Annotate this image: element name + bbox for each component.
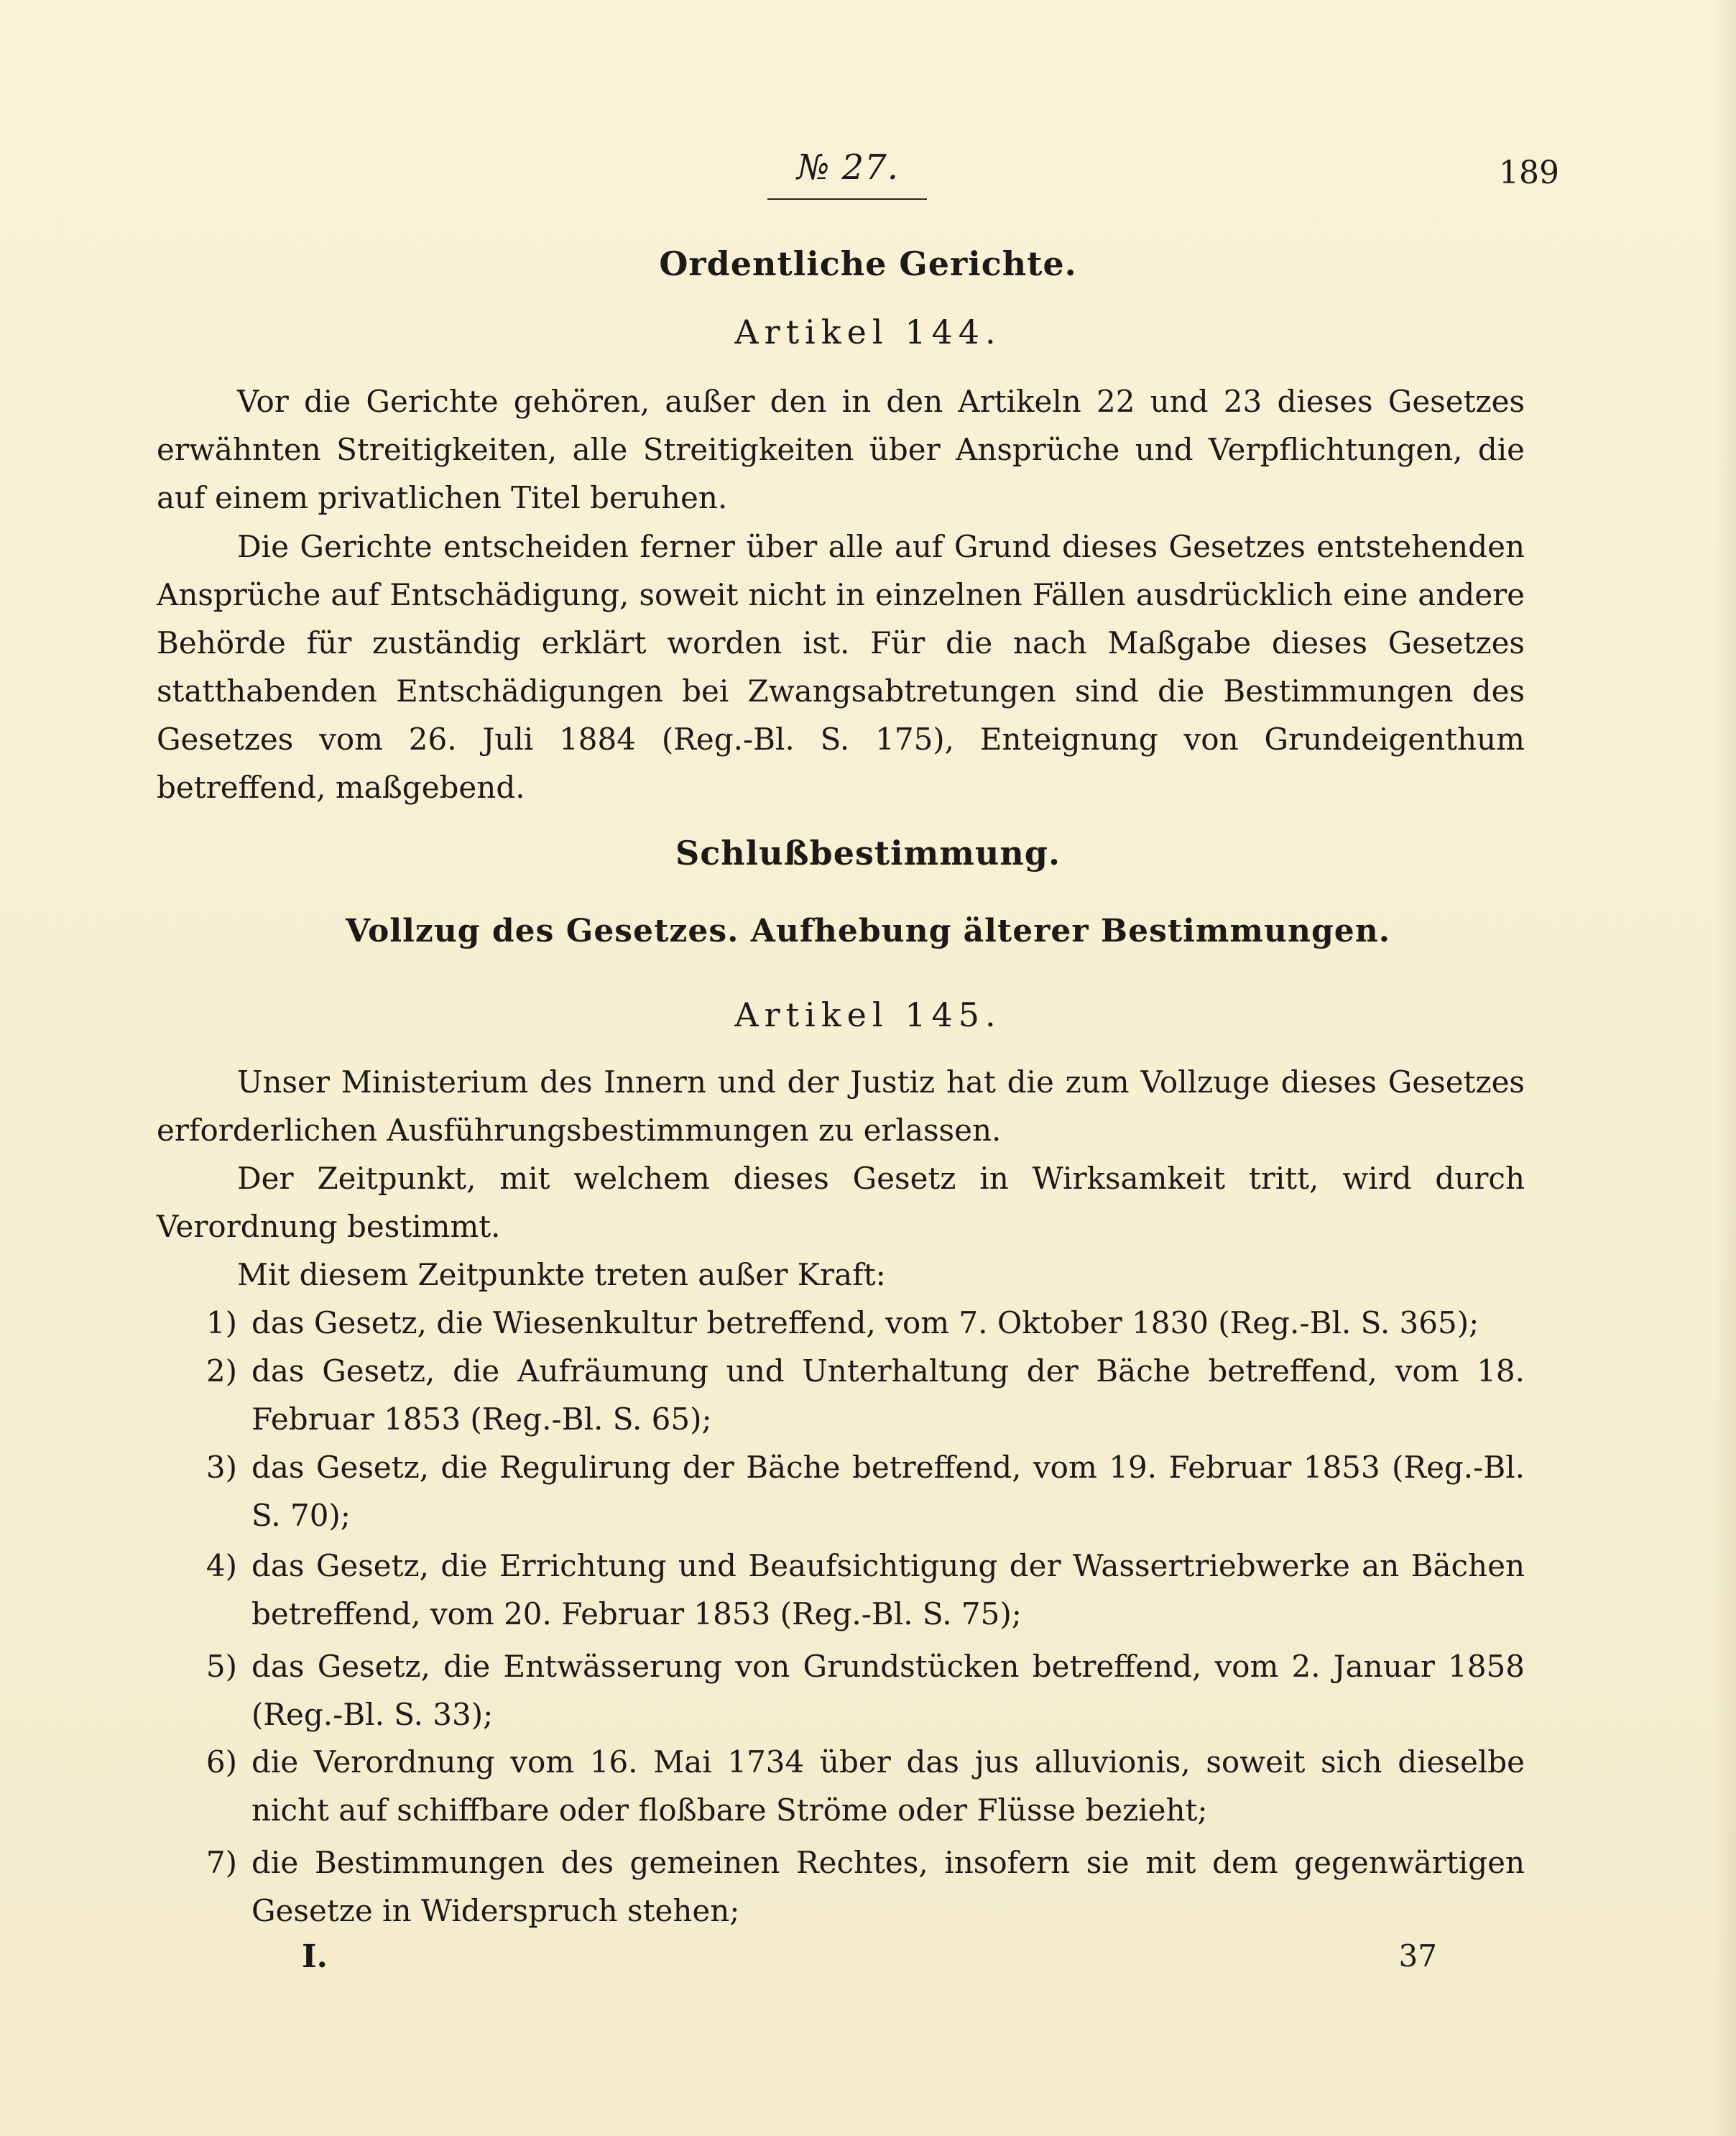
- article-144-paragraph-1: Vor die Gerichte gehören, außer den in den Artikeln 22 und 23 dieses Gesetzes erwähnten Streitigkeiten, alle Streitigkeiten über Ansprüche und Verpflichtungen, die auf einem privatlichen Titel beruhen.: [157, 384, 1525, 515]
- list-item-text: das Gesetz, die Regulirung der Bäche betreffend, vom 19. Februar 1853 (Reg.-Bl. S. 70);: [251, 1450, 1525, 1533]
- list-item-text: das Gesetz, die Entwässerung von Grundstücken betreffend, vom 2. Januar 1858 (Reg.-Bl. S. 33);: [251, 1649, 1525, 1732]
- list-item: [206, 1838, 1525, 1935]
- list-item-number: 7): [206, 1845, 237, 1880]
- list-item-text: die Verordnung vom 16. Mai 1734 über das jus alluvionis, soweit sich dieselbe nicht auf schiffbare oder floßbare Ströme oder Flüsse bezieht;: [251, 1744, 1525, 1828]
- list-item: [206, 1347, 1525, 1443]
- list-item: [206, 1642, 1525, 1739]
- article-145-paragraph-1: Unser Ministerium des Innern und der Justiz hat die zum Vollzuge dieses Gesetzes erforderlichen Ausführungsbestimmungen zu erlassen.: [157, 1064, 1525, 1148]
- list-item-number: 1): [206, 1305, 237, 1340]
- header-number: № 27.: [796, 147, 899, 188]
- list-item-number: 4): [206, 1548, 237, 1583]
- article-145-paragraph-2: Der Zeitpunkt, mit welchem dieses Gesetz in Wirksamkeit tritt, wird durch Verordnung bestimmt.: [157, 1161, 1525, 1244]
- list-item: [206, 1299, 1525, 1347]
- article-145-heading: Artikel 145.: [734, 995, 1002, 1034]
- list-item-number: 5): [206, 1649, 237, 1684]
- list-item: [206, 1542, 1525, 1638]
- list-item: [206, 1443, 1525, 1539]
- list-item: [206, 1738, 1525, 1834]
- article-144-heading: Artikel 144.: [734, 313, 1002, 351]
- header-underline: [767, 198, 927, 200]
- list-item-text: das Gesetz, die Aufräumung und Unterhaltung der Bäche betreffend, vom 18. Februar 1853 (Reg.-Bl. S. 65);: [251, 1353, 1525, 1437]
- article-144-paragraph-2: Die Gerichte entscheiden ferner über alle auf Grund dieses Gesetzes entstehenden Ansprüche auf Entschädigung, soweit nicht in einzelnen Fällen ausdrücklich eine andere Behörde für zuständig erklärt worden ist. Für die nach Maßgabe dieses Gesetzes statthabenden Entschädigungen bei Zwangsabtretungen sind die Bestimmungen des Gesetzes vom 26. Juli 1884 (Reg.-Bl. S. 175), Enteignung von Grundeigenthum betreffend, maßgebend.: [157, 529, 1525, 805]
- list-item-number: 6): [206, 1744, 237, 1780]
- page-number: 189: [1499, 155, 1559, 191]
- footer-signature-mark: I.: [302, 1938, 328, 1975]
- list-item-number: 2): [206, 1353, 237, 1389]
- footer-sheet-number: 37: [1398, 1938, 1437, 1974]
- list-item-text: das Gesetz, die Wiesenkultur betreffend, vom 7. Oktober 1830 (Reg.-Bl. S. 365);: [251, 1305, 1479, 1340]
- list-item-number: 3): [206, 1450, 237, 1485]
- list-item-text: die Bestimmungen des gemeinen Rechtes, insofern sie mit dem gegenwärtigen Gesetze in Widerspruch stehen;: [251, 1845, 1525, 1928]
- article-145-paragraph-3: Mit diesem Zeitpunkte treten außer Kraft:: [237, 1257, 886, 1292]
- section-title-final-provision: Schlußbestimmung.: [675, 834, 1061, 873]
- section-subtitle: Vollzug des Gesetzes. Aufhebung älterer Bestimmungen.: [345, 913, 1391, 949]
- list-item-text: das Gesetz, die Errichtung und Beaufsichtigung der Wassertriebwerke an Bächen betreffend, vom 20. Februar 1853 (Reg.-Bl. S. 75);: [251, 1548, 1525, 1631]
- section-title-courts: Ordentliche Gerichte.: [659, 244, 1077, 283]
